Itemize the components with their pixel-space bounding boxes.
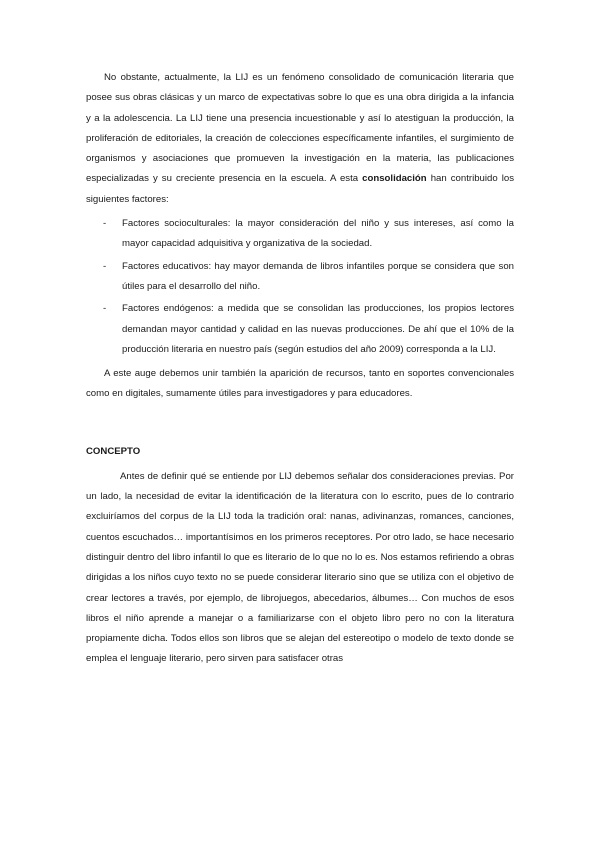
intro-bold-word: consolidación: [362, 173, 427, 185]
intro-text-end: han contribuido los siguientes factores:: [86, 173, 515, 205]
list-item-text: Factores educativos: hay mayor demanda de libros infantiles porque se considera que son útiles para el desarrollo del niño.: [122, 260, 514, 292]
concept-paragraph: Antes de definir qué se entiende por LIJ debemos señalar dos consideraciones previas. Por un lado, la necesidad de evitar la identificación de la literatura con lo escrito, pues de lo contrario excluiríamos del corpus de la LIJ toda la tradición oral: nanas, adivinanzas, romances, canciones, cuentos escuchados… importantísimos en los primeros receptores. Por otro lado, se hace necesario distinguir dentro del libro infantil lo que es literario de lo que no lo es. Nos estamos refiriendo a obras dirigidas a los niños cuyo texto no se puede considerar literario sino que se utiliza con el objetivo de crear lectores a través, por ejemplo, de librojuegos, abecedarios, álbumes… Con muchos de esos libros el niño aprende a manejar o a familiarizarse con el objeto libro pero no con la literatura propiamente dicha. Todos ellos son libros que se alejan del estereotipo o modelo de texto donde se emplea el lenguaje literario, pero sirven para satisfacer otras: [86, 470, 514, 665]
list-item: [86, 214, 514, 255]
dash-bullet-icon: -: [103, 260, 107, 272]
list-item: [86, 299, 514, 360]
list-item-text: Factores endógenos: a medida que se consolidan las producciones, los propios lectores demandan mayor cantidad y calidad en las nuevas producciones. De ahí que el 10% de la producción literaria en nuestro país (según estudios del año 2009) corresponda a la LIJ.: [122, 303, 514, 355]
section-heading: CONCEPTO: [86, 445, 141, 457]
intro-paragraph: [86, 68, 514, 210]
factors-list: [86, 214, 514, 360]
dash-bullet-icon: -: [103, 303, 107, 315]
document-page: [86, 68, 514, 670]
list-item: [86, 257, 514, 298]
dash-bullet-icon: -: [103, 218, 107, 230]
resources-paragraph: A este auge debemos unir también la aparición de recursos, tanto en soportes convencionales como en digitales, sumamente útiles para investigadores y para educadores.: [86, 368, 514, 400]
intro-text-start: No obstante, actualmente, la LIJ es un fenómeno consolidado de comunicación literaria que posee sus obras clásicas y un marco de expectativas sobre lo que es una obra dirigida a la infancia y a la adolescencia. La LIJ tiene una presencia incuestionable y así lo atestiguan la producción, la proliferación de editoriales, la creación de colecciones específicamente infantiles, el surgimiento de organismos y asociaciones que promueven la investigación en la materia, las publicaciones especializadas y su creciente presencia en la escuela. A esta: [86, 72, 514, 185]
list-item-text: Factores socioculturales: la mayor consideración del niño y sus intereses, así como la mayor capacidad adquisitiva y organizativa de la sociedad.: [122, 218, 514, 250]
